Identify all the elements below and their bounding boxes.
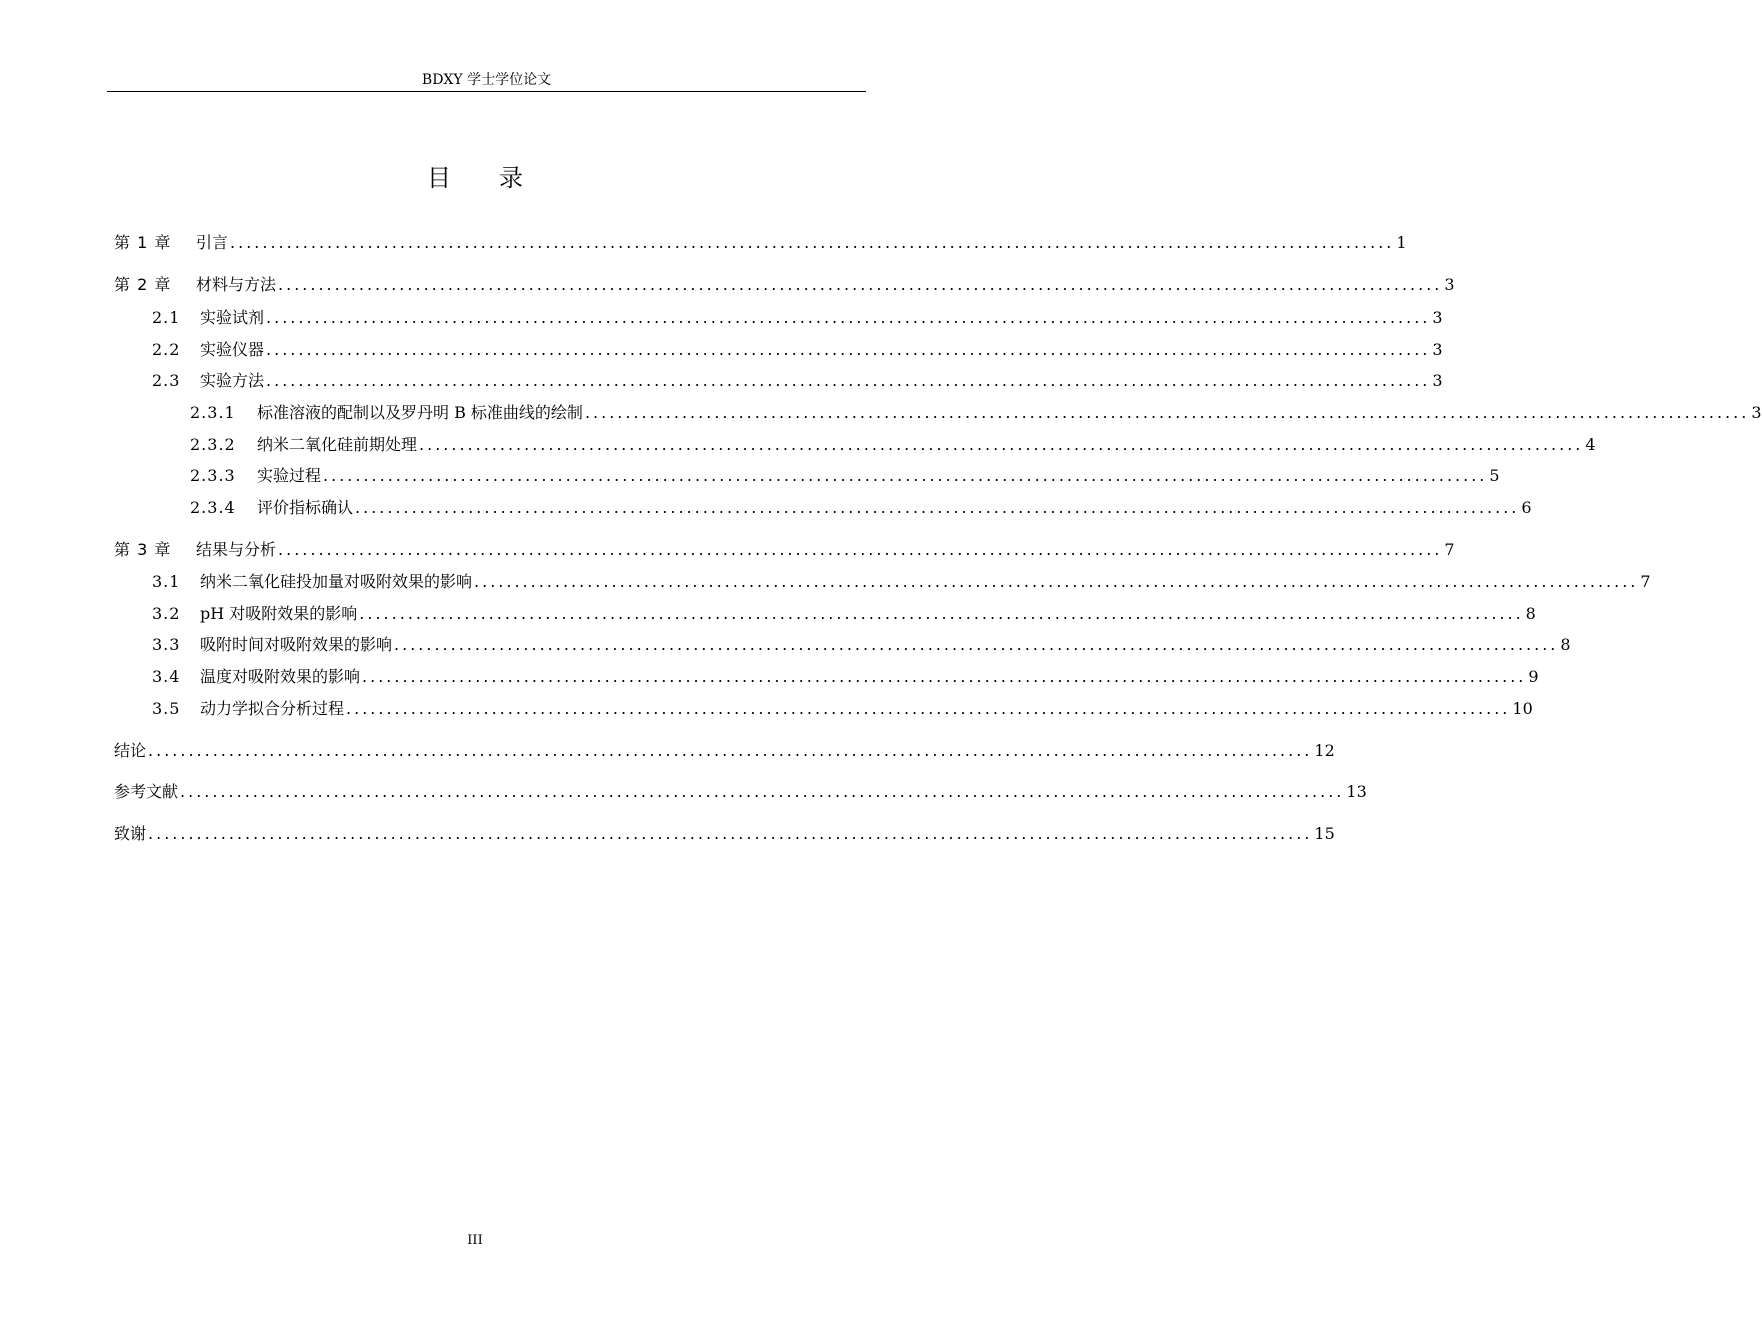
toc-title: 目录 — [427, 164, 571, 192]
toc-entry-page: 7 — [1444, 540, 1455, 559]
toc-entry-title: 致谢 — [114, 824, 147, 843]
toc-leader-dots: ................................................................................................................................................ — [584, 403, 1750, 422]
toc-entry-page: 3 — [1432, 340, 1443, 359]
toc-entry-title: pH 对吸附效果的影响 — [200, 604, 358, 623]
toc-leader-dots: ................................................................................................................................................ — [230, 233, 1395, 252]
toc-entry-title: 动力学拟合分析过程 — [200, 699, 345, 718]
toc-entry-number: 第 3 章 — [114, 540, 172, 559]
toc-entry[interactable] — [114, 665, 1539, 689]
page-header — [107, 70, 866, 92]
toc-leader-dots: ................................................................................................................................................ — [362, 667, 1527, 686]
toc-entry-number: 3.5 — [152, 699, 181, 718]
toc-entry-title: 材料与方法 — [196, 275, 277, 294]
toc-entry-title: 结果与分析 — [196, 540, 277, 559]
page-number: III — [467, 1233, 483, 1248]
toc-leader-dots: ................................................................................................................................................ — [394, 635, 1559, 654]
toc-entry-page: 1 — [1396, 233, 1407, 252]
toc-entry-title: 实验仪器 — [200, 340, 265, 359]
toc-entry-number: 2.3.3 — [190, 466, 236, 485]
toc-entry-title: 吸附时间对吸附效果的影响 — [200, 635, 393, 654]
toc-entry-number: 第 1 章 — [114, 233, 172, 252]
toc-entry[interactable] — [114, 739, 1335, 763]
toc-entry-page: 6 — [1521, 498, 1532, 517]
toc-leader-dots: ................................................................................................................................................ — [266, 308, 1431, 327]
toc-entry-page: 7 — [1640, 572, 1651, 591]
toc-entry-page: 9 — [1528, 667, 1539, 686]
toc-entry[interactable] — [114, 697, 1533, 721]
toc-leader-dots: ................................................................................................................................................ — [323, 466, 1488, 485]
toc-entry[interactable] — [114, 231, 1407, 255]
header-text: BDXY 学士学位论文 — [421, 72, 552, 88]
toc-entry-number: 2.1 — [152, 308, 181, 327]
toc-entry-page: 3 — [1432, 371, 1443, 390]
toc-entry-page: 3 — [1751, 403, 1762, 422]
toc-entry-title: 实验试剂 — [200, 308, 265, 327]
toc-entry-page: 3 — [1432, 308, 1443, 327]
toc-entry[interactable] — [114, 464, 1500, 488]
toc-entry-number: 2.3.4 — [190, 498, 236, 517]
toc-entry-title: 实验过程 — [257, 466, 322, 485]
toc-entry-page: 15 — [1314, 824, 1335, 843]
toc-entry[interactable] — [114, 369, 1443, 393]
toc-entry-page: 12 — [1314, 741, 1335, 760]
toc-entry-title: 纳米二氧化硅投加量对吸附效果的影响 — [200, 572, 473, 591]
toc-entry[interactable] — [114, 633, 1571, 657]
toc-entry-number: 3.4 — [152, 667, 181, 686]
toc-entry-number: 2.3.1 — [190, 403, 236, 422]
toc-leader-dots: ................................................................................................................................................ — [419, 435, 1584, 454]
toc-entry[interactable] — [114, 433, 1596, 457]
toc-entry-title: 实验方法 — [200, 371, 265, 390]
toc-entry-title: 标准溶液的配制以及罗丹明 B 标准曲线的绘制 — [257, 403, 583, 422]
toc-leader-dots: ................................................................................................................................................ — [346, 699, 1511, 718]
toc-leader-dots: ................................................................................................................................................ — [355, 498, 1520, 517]
toc-entry-title: 温度对吸附效果的影响 — [200, 667, 361, 686]
toc-entry-title: 纳米二氧化硅前期处理 — [257, 435, 418, 454]
toc-entry[interactable] — [114, 338, 1443, 362]
toc-entry-title: 引言 — [196, 233, 229, 252]
toc-entry-page: 8 — [1560, 635, 1571, 654]
toc-entry[interactable] — [114, 822, 1335, 846]
toc-leader-dots: ................................................................................................................................................ — [180, 782, 1345, 801]
toc-leader-dots: ................................................................................................................................................ — [359, 604, 1524, 623]
toc-entry-page: 8 — [1525, 604, 1536, 623]
toc-entry-title: 参考文献 — [114, 782, 179, 801]
toc-leader-dots: ................................................................................................................................................ — [266, 340, 1431, 359]
toc-entry-page: 3 — [1444, 275, 1455, 294]
toc-entry[interactable] — [114, 306, 1443, 330]
toc-entry[interactable] — [114, 570, 1651, 594]
toc-entry-number: 3.2 — [152, 604, 181, 623]
toc-entry-title: 评价指标确认 — [257, 498, 354, 517]
page-footer — [0, 1232, 950, 1250]
toc-entry-number: 第 2 章 — [114, 275, 172, 294]
toc-entry-number: 2.3.2 — [190, 435, 236, 454]
toc-entry-page: 4 — [1585, 435, 1596, 454]
toc-entry[interactable] — [114, 496, 1532, 520]
toc-entry[interactable] — [114, 401, 1762, 425]
toc-leader-dots: ................................................................................................................................................ — [148, 741, 1313, 760]
toc-entry-page: 13 — [1346, 782, 1367, 801]
toc-entry[interactable] — [114, 538, 1455, 562]
toc-entry-number: 3.1 — [152, 572, 181, 591]
toc-entry-number: 3.3 — [152, 635, 181, 654]
toc-leader-dots: ................................................................................................................................................ — [148, 824, 1313, 843]
toc-entry-page: 10 — [1512, 699, 1533, 718]
toc-entry-number: 2.3 — [152, 371, 181, 390]
toc-entry-number: 2.2 — [152, 340, 181, 359]
toc-entry[interactable] — [114, 273, 1455, 297]
toc-leader-dots: ................................................................................................................................................ — [278, 540, 1443, 559]
toc-leader-dots: ................................................................................................................................................ — [266, 371, 1431, 390]
toc-entry-page: 5 — [1489, 466, 1500, 485]
toc-entry[interactable] — [114, 602, 1536, 626]
toc-entry[interactable] — [114, 780, 1367, 804]
toc-entry-title: 结论 — [114, 741, 147, 760]
toc-leader-dots: ................................................................................................................................................ — [278, 275, 1443, 294]
toc-leader-dots: ................................................................................................................................................ — [474, 572, 1639, 591]
